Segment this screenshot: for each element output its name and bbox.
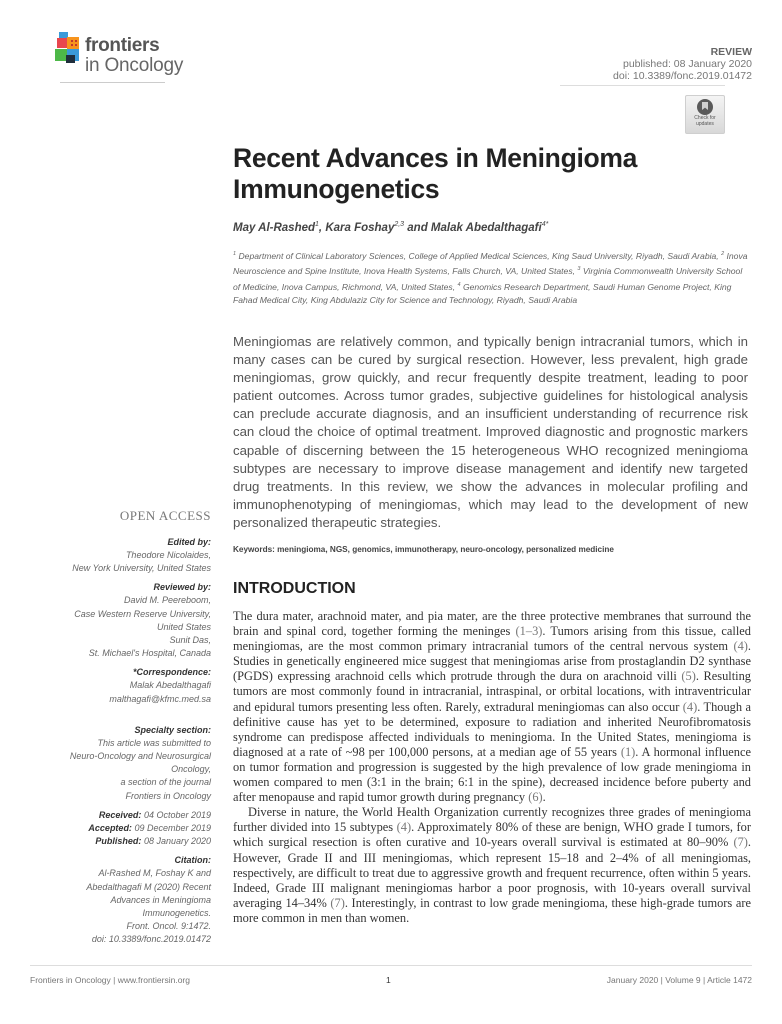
author-affiliation-sup: 1 [315,221,319,228]
article-title: Recent Advances in Meningioma Immunogenetics [233,143,638,204]
introduction-body [233,609,751,926]
citation-line: Advances in Meningioma [110,894,211,905]
reviewer-line: United States [156,621,211,632]
citation-reference-link[interactable]: (4) [396,820,412,835]
open-access-label: OPEN ACCESS [119,508,211,523]
author-affiliation-sup: 2,3 [394,221,405,228]
reviewed-by-section [30,581,211,660]
citation-reference-link[interactable]: (5) [681,669,696,684]
article-type-label: REVIEW [710,46,752,58]
dates-section [30,809,211,849]
reviewer-line: Sunit Das, [169,635,211,646]
specialty-section [30,724,211,803]
check-updates-line1: Check for [694,115,716,121]
date-value: 09 December 2019 [131,823,211,834]
date-published [30,835,211,848]
paragraph-text: The dura mater, arachnoid mater, and pia mater, are the three protective membranes that surround the brain and spinal cord, together forming the meninges [233,609,751,639]
author-separator: , [318,221,326,234]
specialty-line: Neuro-Oncology and Neurosurgical [69,751,211,762]
affiliation-text: Inova Neuroscience and Spine Institute, Inova Health Systems, Falls Church, VA, United States, [233,250,748,277]
citation-line: Front. Oncol. 9:1472. [126,921,211,932]
citation-reference-link[interactable]: (1) [620,744,636,759]
introduction-paragraph [233,805,751,926]
affiliation-text: Virginia Commonwealth University School of Medicine, Inova Campus, Richmond, VA, United States, [233,266,743,292]
edited-by-section [30,536,211,575]
article-info-sidebar [30,508,211,953]
page-number: 1 [386,975,391,985]
paragraph-text: . A hormonal influence on tumor formation and progression is suggested by the high prevalence of low grade meningioma in women compared to men (3:1 in the brain; 6:1 in the spine), decreased incidence before puberty and after menopause and rapid tumor growth during pregnancy [233,744,751,805]
citation-label: Citation: [174,855,211,866]
author-list [233,221,548,234]
paragraph-text: . Resulting tumors are most commonly found in intracranial, intraspinal, or orbital locations, with intraventricular and epidural tumors presenting less often. Rarely, extradural meningiomas can also occur [233,669,752,714]
citation-reference-link[interactable]: (7) [733,835,748,850]
specialty-line: This article was submitted to [97,737,211,748]
correspondence-email[interactable]: malthagafi@kfmc.med.sa [109,693,211,704]
specialty-line: a section of the journal [120,777,211,788]
logo-wordmark-frontiers: frontiers [85,35,160,56]
frontiers-cube-logo-icon [55,32,83,66]
affiliation-sup: 1 [233,251,237,257]
author-name[interactable]: Malak Abedalthagafi [430,221,542,234]
citation-reference-link[interactable]: (4) [682,699,698,714]
paragraph-text: . Studies in genetically engineered mice suggest that meningiomas arise from prostaglandin D2 synthase (PGDS) expressing arachnoid cells which protrude through the dura on arachnoid villi [233,639,751,684]
author-name[interactable]: May Al-Rashed [233,221,316,234]
author-name[interactable]: Kara Foshay [325,221,395,234]
citation-line: Abedalthagafi M (2020) Recent [86,881,211,892]
date-received [30,809,211,822]
specialty-line: Frontiers in Oncology [125,790,211,801]
date-value: 08 January 2020 [141,836,211,847]
citation-doi[interactable]: doi: 10.3389/fonc.2019.01472 [91,934,211,945]
footer-issue-info: January 2020 | Volume 9 | Article 1472 [606,975,752,985]
citation-reference-link[interactable]: (4) [733,639,748,654]
paragraph-text: Diverse in nature, the World Health Organization currently recognizes three grades of meningioma further divided into 15 subtypes [233,805,751,835]
journal-logo[interactable] [55,30,195,80]
citation-reference-link[interactable]: (6) [528,790,543,805]
affiliation-text: Genomics Research Department, Saudi Human Genome Project, King Fahad Medical City, King Abdulaziz City for Science and Technology, Riyadh, Saudi Arabia [233,281,732,305]
bookmark-check-icon [697,99,713,115]
reviewed-by-label: Reviewed by: [153,582,211,593]
article-meta [613,46,752,82]
citation-line: Al-Rashed M, Foshay K and [98,868,211,879]
date-label: Published: [95,836,142,847]
check-for-updates-button[interactable] [685,95,725,134]
reviewer-line: St. Michael's Hospital, Canada [88,648,211,659]
affiliation-text: Department of Clinical Laboratory Sciences, College of Applied Medical Sciences, King Saud University, Riyadh, Saudi Arabia, [238,250,722,261]
editor-line: New York University, United States [72,563,211,574]
specialty-section-label: Specialty section: [134,724,211,735]
citation-reference-link[interactable]: (1–3) [515,624,543,639]
paragraph-text: . However, Grade II and III meningiomas, which represent 15–18 and 2–4% of all meningiomas, respectively, are difficult to treat due to aggressive growth and frequent recurrence, often within 5 years. Indeed, Grade III malignant meningiomas harbor a poor prognosis, with 10-years overall survival averaging 14–34% [233,835,751,910]
header-divider [60,82,165,83]
correspondence-section [30,666,211,705]
date-label: Received: [98,809,142,820]
paragraph-text: . Tumors arising from this tissue, called meningiomas, are the most common primary intracranial tumors of the central nervous system [233,624,751,654]
reviewer-line: David M. Peereboom, [123,595,211,606]
check-updates-line2: updates [696,120,714,127]
date-label: Accepted: [88,823,132,834]
affiliations [233,248,748,307]
correspondence-label: *Correspondence: [132,667,211,678]
affiliation-sup: 3 [577,266,581,273]
logo-wordmark-journal: in Oncology [85,55,184,76]
date-accepted [30,822,211,835]
article-doi[interactable]: doi: 10.3389/fonc.2019.01472 [613,70,752,82]
paragraph-text: . Approximately 80% of these are benign, WHO grade I tumors, for which surgical resection is often curative and 10-years overall survival is estimated at 80–90% [233,820,751,850]
reviewer-line: Case Western Reserve University, [74,608,211,619]
author-separator: and [404,221,431,234]
paragraph-text: . Though a definitive cause has yet to be determined, exposure to radiation and inherited Neurofibromatosis syndrome can predispose affected individuals to meningioma. In the United States, meningioma is diagnosed at a rate of ~98 per 100,000 persons, at a median age of 55 years [233,699,751,759]
date-value: 04 October 2019 [141,809,211,820]
author-affiliation-sup: 4* [541,221,549,228]
affiliation-sup: 4 [457,281,461,288]
section-heading-introduction: INTRODUCTION [233,580,356,597]
affiliation-sup: 2 [721,251,725,257]
citation-section [30,854,211,946]
keywords: Keywords: meningioma, NGS, genomics, immunotherapy, neuro-oncology, personalized medicine [233,545,614,554]
paragraph-text: . [542,790,546,805]
editor-line: Theodore Nicolaides, [125,550,211,560]
footer-journal-link[interactable]: Frontiers in Oncology | www.frontiersin.org [30,975,190,985]
abstract: Meningiomas are relatively common, and typically benign intracranial tumors, which in many cases can be cured by surgical resection. However, less prevalent, high grade meningiomas, grow quickly, and recur frequently despite treatment, leading to poor patient outcomes. Across tumor grades, subjective guidelines for histological analysis can preclude accurate diagnosis, and an insufficient understanding of recurrence risk can cloud the choice of optimal treatment. Improved diagnostic and prognostic markers capable of discerning between the 15 heterogeneous WHO recognized meningioma subtypes are necessary to improve disease management and identify new targeted drug treatments. In this review, we show the advances in molecular profiling and immunophenotyping of meningiomas, which may lead to the development of new personalized therapeutic strategies. [233,334,748,530]
meta-divider [560,85,725,86]
footer-divider [30,965,752,966]
specialty-line: Oncology, [171,764,211,775]
published-date: published: 08 January 2020 [622,58,752,70]
paragraph-text: . Interestingly, in contrast to low grade meningioma, these high-grade tumors are more common in men than women. [233,895,751,925]
citation-reference-link[interactable]: (7) [330,895,345,910]
citation-line: Immunogenetics. [142,908,211,919]
edited-by-label: Edited by: [167,537,211,547]
correspondence-name: Malak Abedalthagafi [129,680,211,691]
introduction-paragraph [233,609,751,805]
